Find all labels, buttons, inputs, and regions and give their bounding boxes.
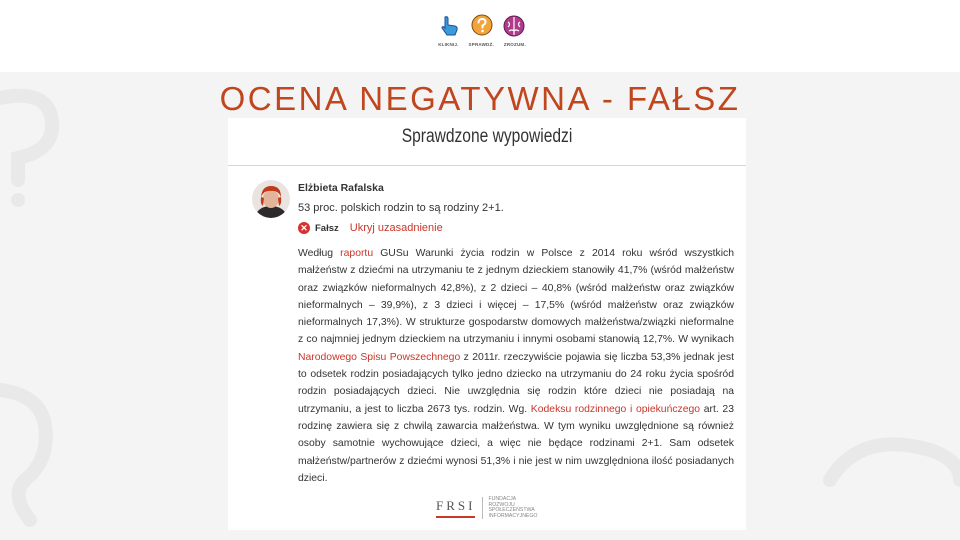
justification-part: art. 23 rodzinę zawiera się z chwilą zawarcia małżeństwa. W tym wyniku uwzględnione są również osoby samotnie wychowujące dzieci, a więc nie będące rodzinami 2+1. Sam odsetek małżeństw/partnerów z dziećmi wynosi 51,3% i nie jest w nim uwzględniona ilość posiadanych dzieci. <box>298 403 734 484</box>
justification-text <box>298 245 734 487</box>
hand-pointer-icon <box>438 14 462 38</box>
justification-part: Według <box>298 248 341 259</box>
frsi-logo <box>436 497 548 519</box>
frsi-name-line: SPOŁECZEŃSTWA <box>488 507 535 514</box>
justification-part: z 2011r. rzeczywiście pojawia się liczba 53,3% jednak jest to odsetek rodzin posiadających tylko jedno dziecko na utrzymaniu do 24 roku życia spośród rodzin posiadających dzieci. Nie uwzględnia się rodzin które dzieci nie posiadają na utrzymaniu, a jest to liczba 2673 tys. rodzin. Wg. <box>298 351 734 415</box>
census-link[interactable]: Narodowego Spisu Powszechnego <box>298 351 461 363</box>
divider <box>228 165 746 166</box>
card-heading: Sprawdzone wypowiedzi <box>401 126 573 147</box>
frsi-name-line: ROZWOJU <box>488 501 515 508</box>
fact-check-card <box>228 118 746 530</box>
speaker-name: Elżbieta Rafalska <box>298 182 384 194</box>
slide-title: OCENA NEGATYWNA - FAŁSZ <box>219 80 741 117</box>
question-bubble-icon <box>470 14 494 38</box>
verdict-label: Fałsz <box>315 222 339 234</box>
frsi-mark: FRSI <box>436 498 475 518</box>
frsi-full-name <box>482 497 548 519</box>
logo-label-check: SPRAWDŹ. <box>468 42 494 47</box>
logo-label-click: KLIKNIJ. <box>438 42 459 47</box>
frsi-name-line: FUNDACJA <box>488 496 517 502</box>
brain-icon <box>502 14 526 38</box>
logo <box>434 14 530 56</box>
quote-text: 53 proc. polskich rodzin to są rodziny 2+1. <box>298 202 504 214</box>
family-code-link[interactable]: Kodeksu rodzinnego i opiekuńczego <box>530 403 701 415</box>
justification-part: GUSu Warunki życia rodzin w Polsce z 2014 roku wśród wszystkich małżeństw z dziećmi na utrzymaniu te z jednym dzieckiem stanowiły 41,7% (wśród małżeństw oraz związków nieformalnych 42,8%), z 2 dzieci – 40,8% (wśród małżeństw oraz związków nieformalnych – 39,9%), z 3 dzieci i więcej – 17,5% (wśród małżeństw oraz związków nieformalnych 17,3%). W strukturze gospodarstw domowych małżeństwa/związki nieformalne z co najmniej jednym dzieckiem na utrzymaniu i innymi osobami stanowią 12,7%. W wynikach <box>298 248 734 346</box>
avatar <box>252 180 290 218</box>
background-hand-icon <box>0 380 70 540</box>
background-bubble-icon <box>820 420 960 540</box>
frsi-name-line: INFORMACYJNEGO <box>488 512 538 519</box>
hide-justification-link[interactable]: Ukryj uzasadnienie <box>349 222 443 234</box>
verdict-row <box>298 222 443 234</box>
false-x-icon: ✕ <box>298 222 310 234</box>
report-link[interactable]: raportu <box>340 248 374 259</box>
logo-label-understand: ZROZUM. <box>503 42 526 47</box>
